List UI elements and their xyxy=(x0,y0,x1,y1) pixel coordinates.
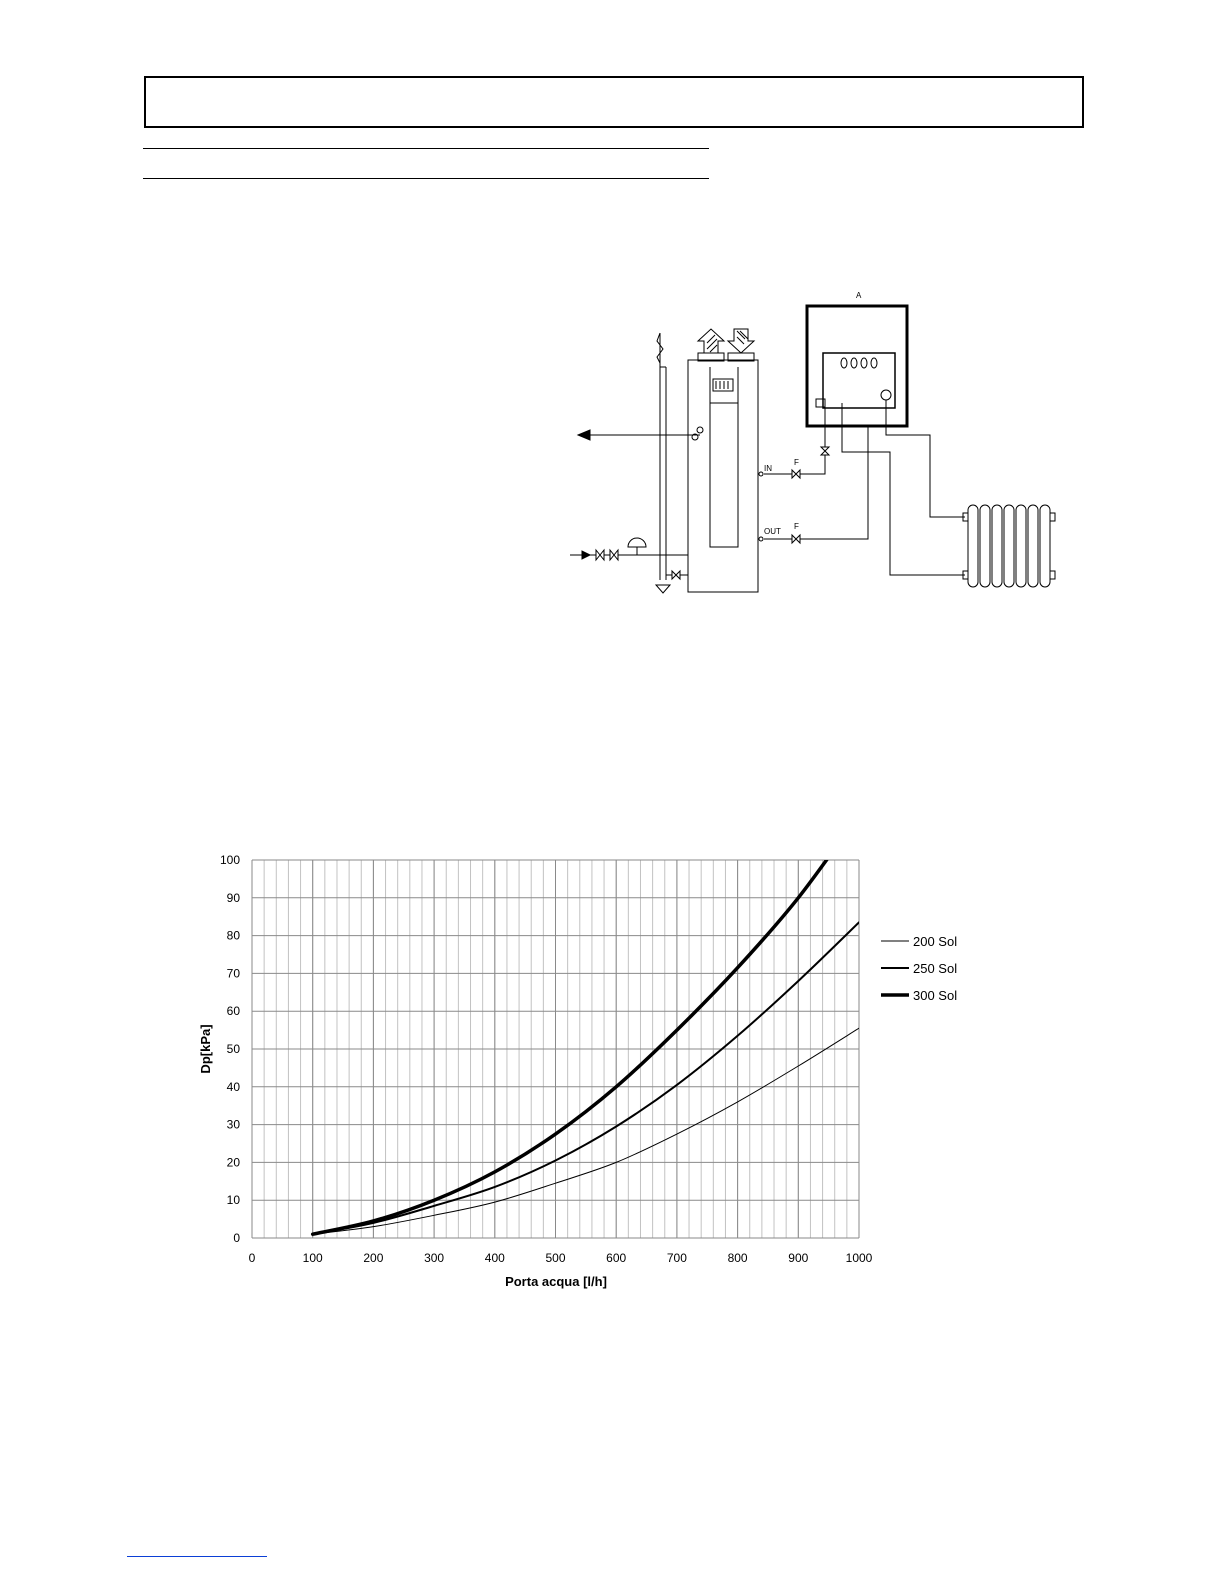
y-tick-label: 70 xyxy=(226,966,240,981)
label-out: OUT xyxy=(764,527,781,536)
legend xyxy=(881,934,957,1003)
y-tick-label: 0 xyxy=(233,1231,240,1245)
label-f-out: F xyxy=(794,522,799,531)
x-axis-title: Porta acqua [l/h] xyxy=(505,1274,607,1289)
x-tick-label: 0 xyxy=(248,1251,256,1265)
series-line-1 xyxy=(313,1028,859,1234)
y-tick-label: 40 xyxy=(226,1079,240,1094)
legend-label: 300 Sol xyxy=(913,988,958,1003)
x-tick-label: 700 xyxy=(666,1251,687,1265)
heading-rule-bottom xyxy=(143,178,709,179)
y-tick-label: 50 xyxy=(226,1042,240,1056)
y-tick-label: 90 xyxy=(226,890,240,905)
x-tick-label: 600 xyxy=(606,1251,627,1265)
y-tick-label: 80 xyxy=(226,928,240,943)
y-tick-label: 60 xyxy=(226,1004,240,1019)
air-inlet-arrow xyxy=(728,329,754,353)
header-box xyxy=(144,76,1084,128)
footer-link-underline[interactable] xyxy=(127,1556,267,1557)
y-axis-title: Dp[kPa] xyxy=(198,1024,213,1074)
x-tick-label: 1000 xyxy=(845,1251,873,1265)
x-tick-label: 500 xyxy=(545,1251,566,1265)
installation-schematic xyxy=(560,285,1060,600)
series-line-3 xyxy=(313,850,859,1234)
label-a: A xyxy=(856,291,862,300)
x-tick-label: 400 xyxy=(484,1251,505,1265)
air-outlet-arrow xyxy=(698,329,724,353)
y-tick-label: 30 xyxy=(226,1117,240,1132)
legend-label: 250 Sol xyxy=(913,961,958,976)
x-tick-label: 200 xyxy=(363,1251,384,1265)
y-tick-label: 10 xyxy=(226,1193,240,1208)
y-tick-label: 20 xyxy=(226,1155,240,1170)
x-tick-label: 100 xyxy=(302,1251,323,1265)
y-tick-label: 100 xyxy=(219,853,240,867)
grid-major xyxy=(252,860,859,1238)
label-in: IN xyxy=(764,464,772,473)
pressure-drop-chart xyxy=(195,850,985,1300)
label-f-in: F xyxy=(794,458,799,467)
legend-label: 200 Sol xyxy=(913,934,958,949)
x-tick-labels xyxy=(249,1251,873,1265)
water-heater-body xyxy=(688,360,758,592)
x-tick-label: 300 xyxy=(424,1251,445,1265)
radiator xyxy=(963,505,1055,587)
x-tick-label: 900 xyxy=(788,1251,809,1265)
y-tick-labels xyxy=(220,853,240,1245)
x-tick-label: 800 xyxy=(727,1251,748,1265)
plot-lines xyxy=(313,850,859,1234)
heading-rule-top xyxy=(143,148,709,149)
